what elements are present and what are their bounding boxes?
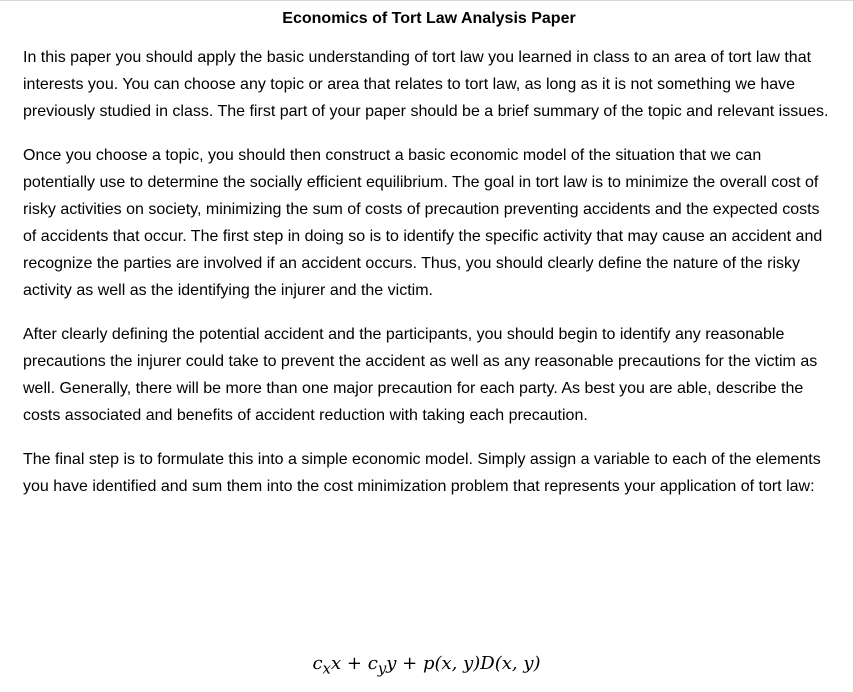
formula-x-term: x + xyxy=(331,653,368,674)
formula-cx-coefficient: c xyxy=(312,653,323,674)
paragraph-intro: In this paper you should apply the basic understanding of tort law you learned in class to an area of tort law that interests you. You can choose any topic or area that relates to tort law, as long as it is not something we have previously studied in class. The first part of your paper should be a brief summary of the topic and relevant issues. xyxy=(23,49,829,120)
paragraph-model: Once you choose a topic, you should then construct a basic economic model of the situation that we can potentially use to determine the socially efficient equilibrium. The goal in tort law is to minimize the overall cost of risky activities on society, minimizing the sum of costs of precaution preventing accidents and the expected costs of accidents that occur. The first step in doing so is to identify the specific activity that may cause an accident and recognize the parties are involved if an accident occurs. Thus, you should clearly define the nature of the risky activity as well as the identifying the injurer and the victim. xyxy=(23,147,823,299)
paragraph-precautions: After clearly defining the potential accident and the participants, you should begin to identify any reasonable precautions the injurer could take to prevent the accident as well as any reasonable precautions for the victim as well. Generally, there will be more than one major precaution for each party. As best you are able, describe the costs associated and benefits of accident reduction with taking each precaution. xyxy=(23,326,818,424)
cost-minimization-formula xyxy=(0,652,853,681)
formula-cx-subscript: x xyxy=(322,659,332,678)
formula-cy-subscript: y xyxy=(377,659,387,678)
formula-cy-coefficient: c xyxy=(367,653,378,674)
paragraph-final-step: The final step is to formulate this into a simple economic model. Simply assign a variable to each of the elements you have identified and sum them into the cost minimization problem that represents your application of tort law: xyxy=(23,451,821,495)
formula-remainder: y + p(x, y)D(x, y) xyxy=(386,653,541,674)
document-title: Economics of Tort Law Analysis Paper xyxy=(282,10,576,27)
top-divider xyxy=(0,0,853,1)
document-body xyxy=(23,8,835,517)
